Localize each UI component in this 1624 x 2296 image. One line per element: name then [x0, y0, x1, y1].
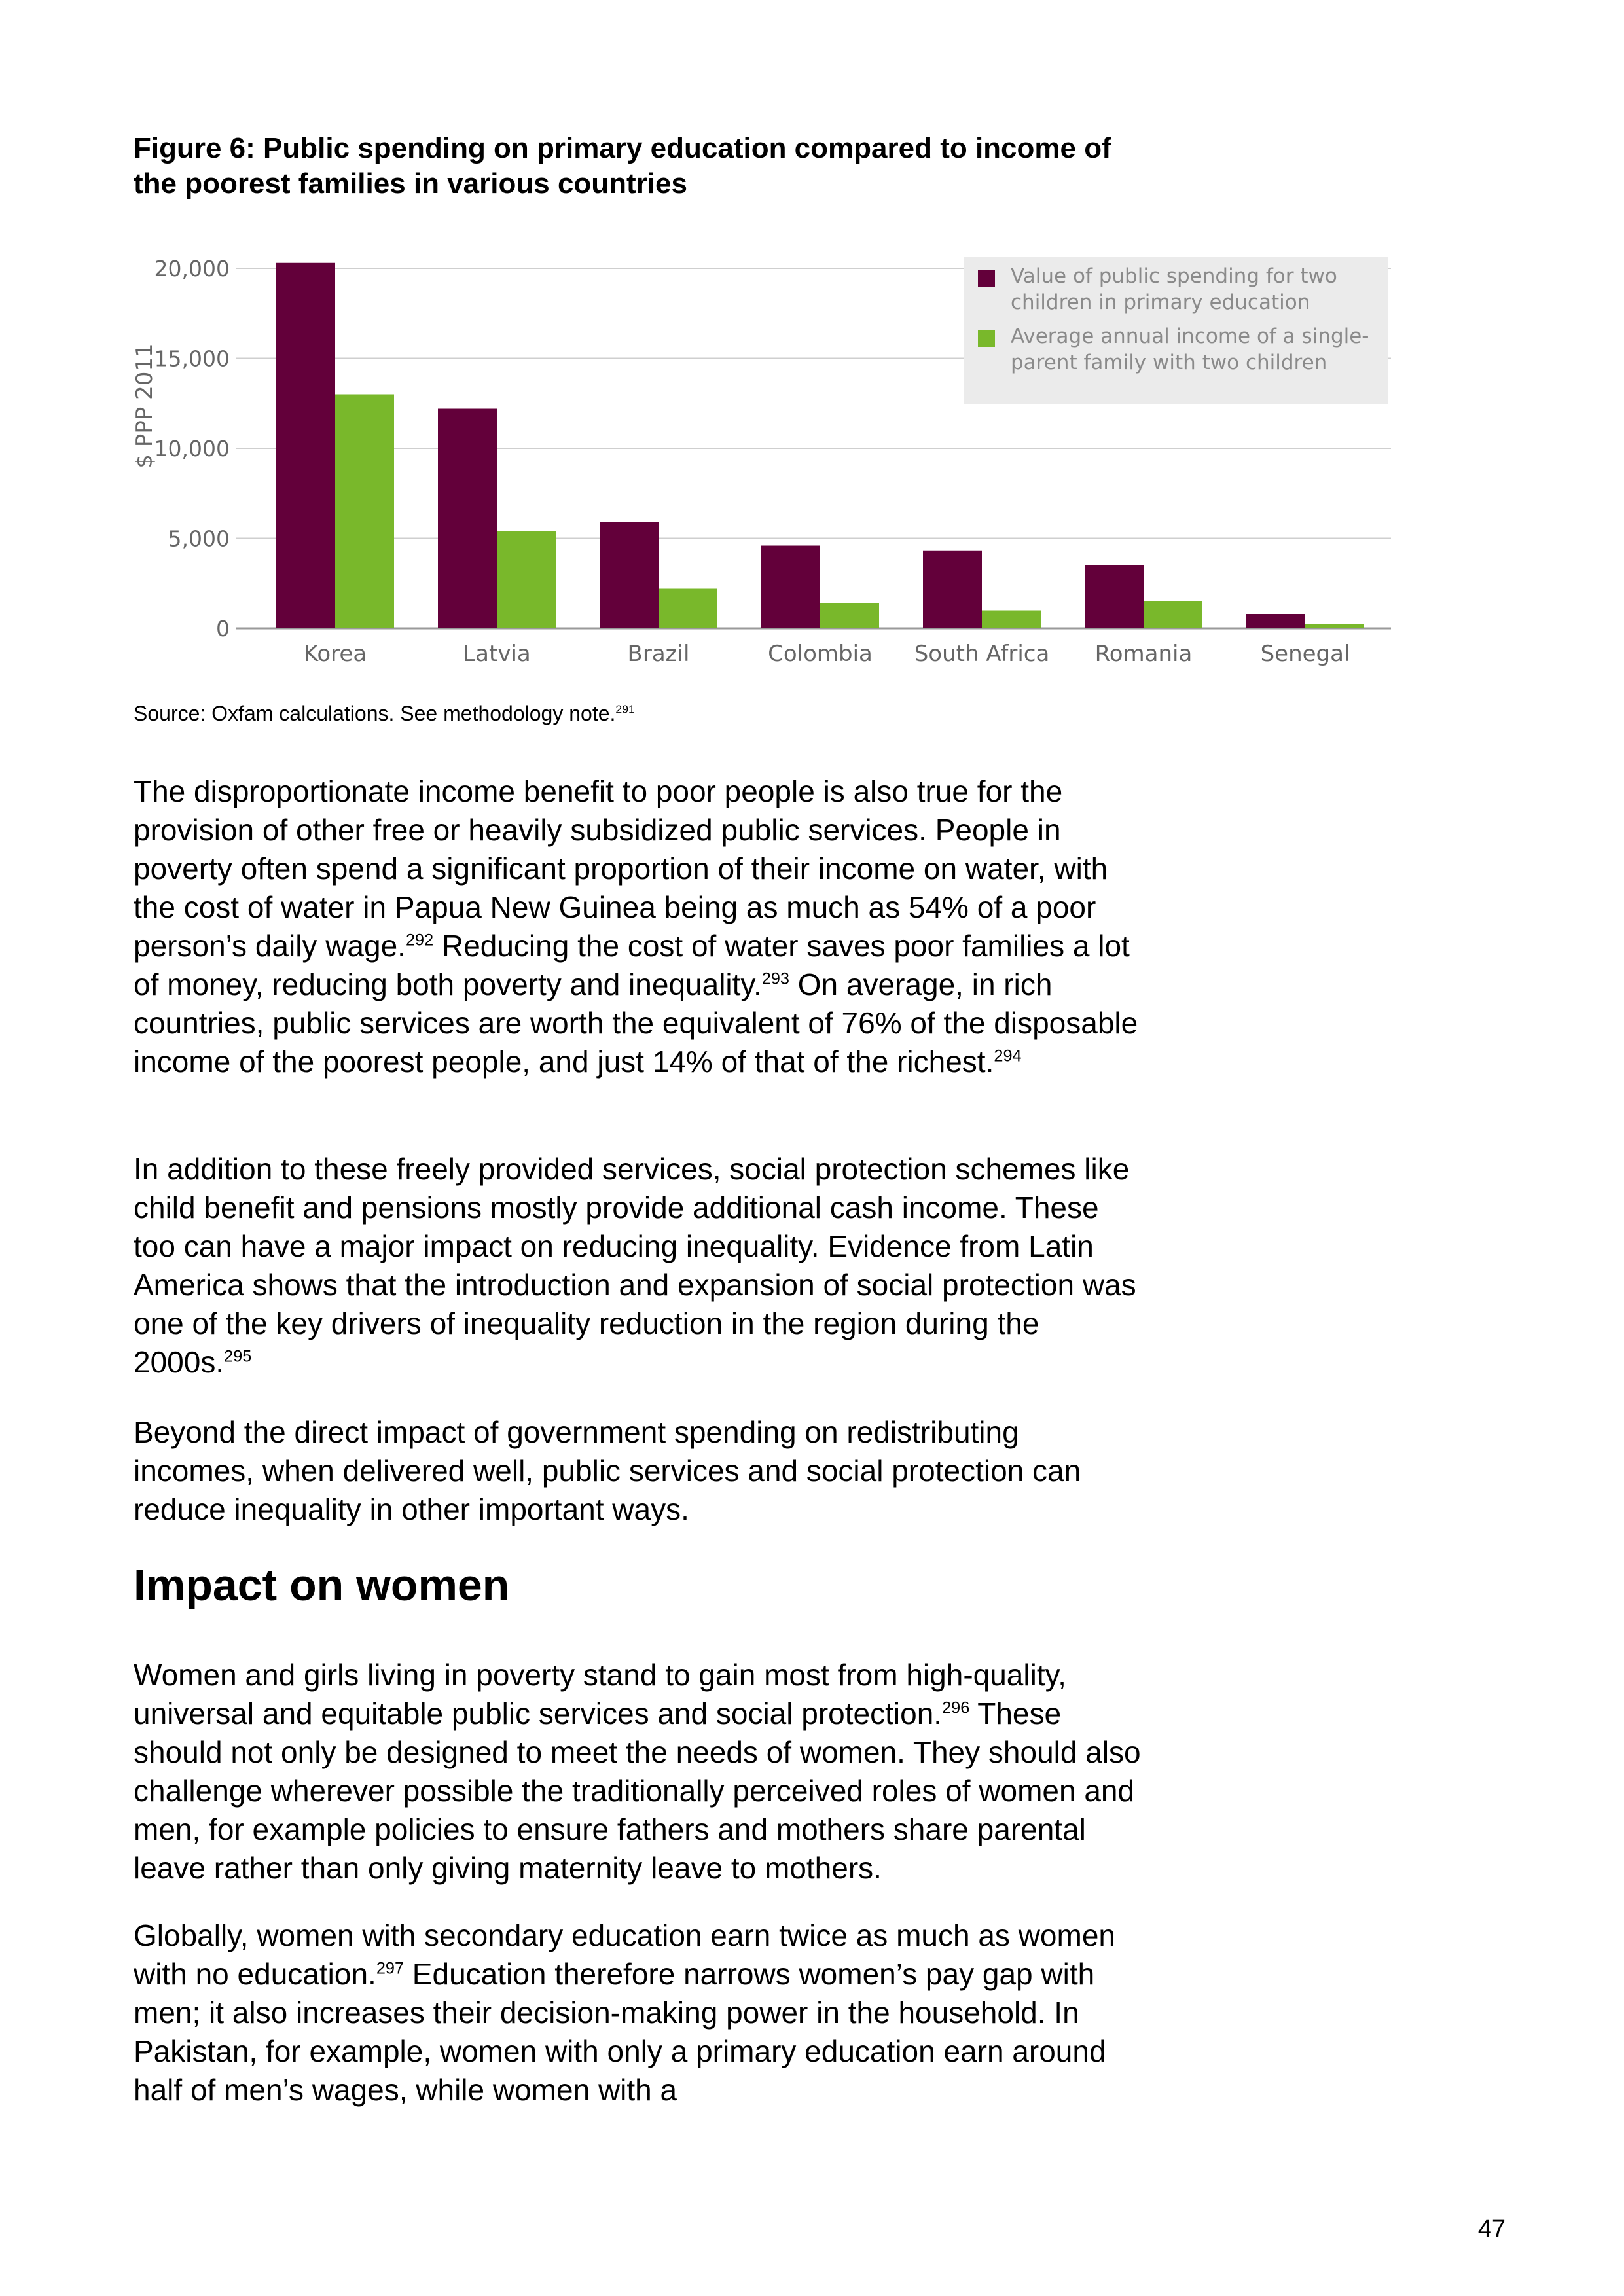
- chart-legend: [964, 257, 1388, 404]
- figure-source: [134, 700, 635, 726]
- bar: [659, 589, 717, 629]
- y-tick-label: 20,000: [154, 256, 230, 281]
- source-text: Source: Oxfam calculations. See methodology note.: [134, 702, 616, 725]
- page-number: 47: [1477, 2215, 1506, 2243]
- footnote-ref: 293: [761, 969, 789, 988]
- footnote-ref: 294: [994, 1047, 1022, 1066]
- bar: [600, 522, 659, 628]
- figure-title: Figure 6: Public spending on primary education compared to income of the poorest families in various countries: [134, 132, 1111, 200]
- bar: [820, 603, 879, 629]
- bar: [497, 531, 556, 629]
- x-tick-label: South Africa: [914, 641, 1050, 667]
- paragraph-secondary-education: [134, 1916, 1142, 2109]
- bar: [982, 611, 1041, 629]
- x-tick-label: Brazil: [627, 641, 690, 667]
- y-tick-label: 5,000: [168, 526, 230, 552]
- legend-swatch: [978, 330, 995, 347]
- bar: [1085, 565, 1144, 628]
- paragraph-text: Globally, women with secondary education earn twice as much as women with no education.: [134, 1918, 1115, 1991]
- x-tick-label: Senegal: [1260, 641, 1350, 667]
- bar: [1144, 601, 1202, 628]
- bar: [1305, 624, 1364, 628]
- bar: [438, 409, 497, 629]
- paragraph-women-and-girls: [134, 1656, 1142, 1888]
- paragraph-text: Education therefore narrows women’s pay gap with men; it also increases their decision-making power in the household. In Pakistan, for example, women with only a primary education earn around half of men’s wages, while women with a: [134, 1957, 1106, 2107]
- x-tick-label: Colombia: [768, 641, 873, 667]
- legend-label: parent family with two children: [1011, 351, 1327, 374]
- legend-swatch: [978, 270, 995, 287]
- y-tick-label: 10,000: [154, 436, 230, 461]
- legend-label: Value of public spending for two: [1011, 264, 1337, 288]
- bar: [923, 551, 982, 628]
- paragraph-text: These should not only be designed to meet the needs of women. They should also challenge wherever possible the traditionally perceived roles of women and men, for example policies to ensure fathers and mothers share parental leave rather than only giving maternity leave to mothers.: [134, 1696, 1141, 1885]
- x-tick-label: Romania: [1094, 641, 1193, 667]
- paragraph-text: In addition to these freely provided services, social protection schemes like child benefit and pensions mostly provide additional cash income. These too can have a major impact on reducing inequality. Evidence from Latin America shows that the introduction and expansion of social protection was one of the key drivers of inequality reduction in the region during the 2000s.: [134, 1152, 1136, 1379]
- footnote-ref: 291: [615, 702, 635, 716]
- x-tick-label: Latvia: [463, 641, 531, 667]
- footnote-ref: 295: [224, 1347, 252, 1366]
- paragraph-other-ways: [134, 1413, 1142, 1529]
- section-heading: Impact on women: [134, 1560, 510, 1610]
- y-tick-label: 0: [216, 616, 230, 641]
- paragraph-text: Women and girls living in poverty stand to gain most from high-quality, universal and equitable public services and social protection.: [134, 1658, 1066, 1731]
- paragraph-text: Reducing the cost of water saves poor families a lot of money, reducing both poverty and inequality.: [134, 929, 1130, 1001]
- paragraph-text: On average, in rich countries, public services are worth the equivalent of 76% of the disposable income of the poorest people, and just 14% of that of the richest.: [134, 967, 1138, 1079]
- x-tick-label: Korea: [303, 641, 367, 667]
- bar: [1246, 614, 1305, 628]
- y-tick-label: 15,000: [154, 346, 230, 372]
- bar-chart: [131, 242, 1414, 687]
- y-axis-label: $ PPP 2011: [132, 343, 158, 469]
- legend-label: Average annual income of a single-: [1011, 325, 1369, 348]
- bar: [335, 395, 394, 629]
- paragraph-public-services: [134, 772, 1142, 1081]
- bar: [276, 263, 335, 628]
- paragraph-text: Beyond the direct impact of government spending on redistributing incomes, when delivered well, public services and social protection can reduce inequality in other important ways.: [134, 1415, 1081, 1526]
- legend-label: children in primary education: [1011, 291, 1310, 314]
- footnote-ref: 297: [376, 1959, 405, 1978]
- paragraph-social-protection: [134, 1150, 1142, 1382]
- footnote-ref: 296: [942, 1698, 970, 1717]
- bar: [761, 546, 820, 629]
- footnote-ref: 292: [405, 931, 434, 950]
- paragraph-text: The disproportionate income benefit to poor people is also true for the provision of other free or heavily subsidized public services. People in poverty often spend a significant proportion of their income on water, with the cost of water in Papua New Guinea being as much as 54% of a poor person’s daily wage.: [134, 774, 1108, 963]
